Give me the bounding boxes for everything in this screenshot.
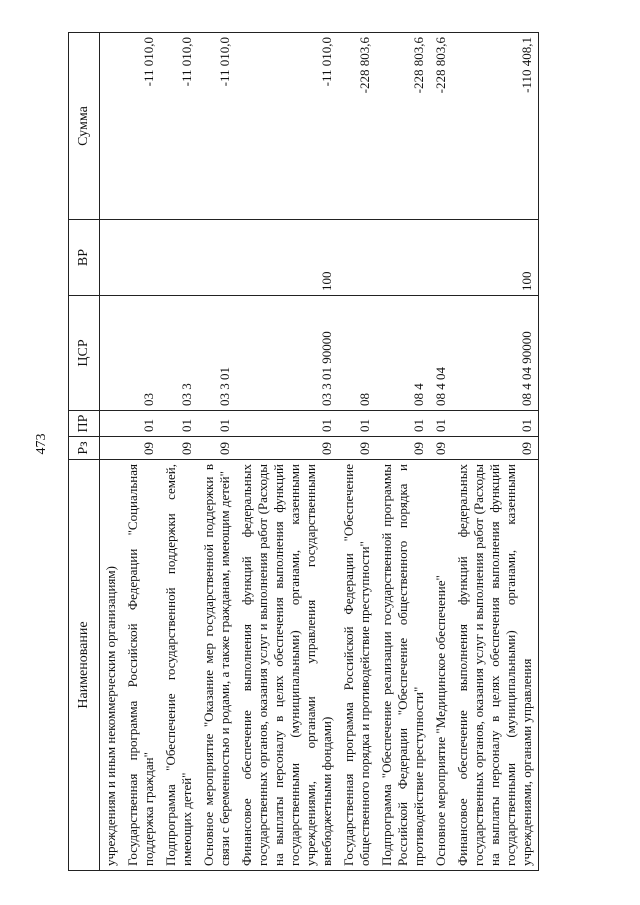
row-pr: 01 [338, 411, 376, 437]
row-pr: 01 [236, 411, 338, 437]
row-csr: 08 [338, 296, 376, 411]
row-csr: 03 3 01 90000 [236, 296, 338, 411]
row-vr [122, 220, 160, 296]
row-vr: 100 [236, 220, 338, 296]
table-row [198, 33, 236, 871]
row-sum: -228 803,6 [376, 33, 430, 220]
row-name: Основное мероприятие "Медицинское обеспечение" [430, 460, 452, 871]
row-rz [100, 437, 123, 460]
row-vr [376, 220, 430, 296]
table-row [338, 33, 376, 871]
row-sum: -228 803,6 [338, 33, 376, 220]
row-rz: 09 [452, 437, 539, 460]
row-pr: 01 [122, 411, 160, 437]
row-pr: 01 [430, 411, 452, 437]
row-name: Финансовое обеспечение выполнения функций федеральных государственных органов, оказания услуг и выполнения работ (Расходы на выплаты персоналу в целях обеспечения выполнения функций государственными (муниципальными) органами, казенными учреждениями, органами управления [452, 460, 539, 871]
table-row [100, 33, 123, 871]
table-row [236, 33, 338, 871]
header-name: Наименование [69, 460, 100, 871]
row-name: Основное мероприятие "Оказание мер государственной поддержки в связи с беременностью и родами, а также гражданам, имеющим детей" [198, 460, 236, 871]
row-csr: 03 3 [160, 296, 198, 411]
table-header-row [69, 33, 100, 871]
row-vr [338, 220, 376, 296]
rotated-page [68, 33, 588, 871]
row-vr [160, 220, 198, 296]
row-vr [430, 220, 452, 296]
header-pr: ПР [69, 411, 100, 437]
row-csr: 03 3 01 [198, 296, 236, 411]
row-sum: -11 010,0 [236, 33, 338, 220]
row-sum: -110 408,1 [452, 33, 539, 220]
header-csr: ЦСР [69, 296, 100, 411]
row-csr: 08 4 04 [430, 296, 452, 411]
table-row [430, 33, 452, 871]
table-row [160, 33, 198, 871]
row-rz: 09 [160, 437, 198, 460]
header-sum: Сумма [69, 33, 100, 220]
row-rz: 09 [376, 437, 430, 460]
row-name: Государственная программа Российской Федерации "Социальная поддержка граждан" [122, 460, 160, 871]
row-csr: 08 4 04 90000 [452, 296, 539, 411]
row-vr [198, 220, 236, 296]
row-sum: -11 010,0 [198, 33, 236, 220]
row-pr: 01 [198, 411, 236, 437]
row-csr: 03 [122, 296, 160, 411]
row-rz: 09 [338, 437, 376, 460]
row-vr [100, 220, 123, 296]
row-csr: 08 4 [376, 296, 430, 411]
row-pr [100, 411, 123, 437]
row-sum: -11 010,0 [122, 33, 160, 220]
row-name: Подпрограмма "Обеспечение реализации государственной программы Российской Федерации "Обеспечение общественного порядка и противодействие преступности" [376, 460, 430, 871]
row-vr: 100 [452, 220, 539, 296]
header-rz: Рз [69, 437, 100, 460]
row-name: Государственная программа Российской Федерации "Обеспечение общественного порядка и противодействие преступности" [338, 460, 376, 871]
row-pr: 01 [376, 411, 430, 437]
row-sum [100, 33, 123, 220]
row-rz: 09 [430, 437, 452, 460]
row-rz: 09 [236, 437, 338, 460]
row-name: Подпрограмма "Обеспечение государственной поддержки семей, имеющих детей" [160, 460, 198, 871]
row-sum: -228 803,6 [430, 33, 452, 220]
table-row [452, 33, 539, 871]
budget-table [68, 32, 539, 871]
row-csr [100, 296, 123, 411]
row-pr: 01 [452, 411, 539, 437]
row-name: Финансовое обеспечение выполнения функций федеральных государственных органов, оказания услуг и выполнения работ (Расходы на выплаты персоналу в целях обеспечения выполнения функций государственными (муниципальными) органами, казенными учреждениями, органами управления государственными внебюджетными фондами) [236, 460, 338, 871]
row-sum: -11 010,0 [160, 33, 198, 220]
row-pr: 01 [160, 411, 198, 437]
row-name: учреждениям и иным некоммерческим организациям) [100, 460, 123, 871]
row-rz: 09 [122, 437, 160, 460]
page-number: 473 [34, 433, 49, 455]
header-vr: ВР [69, 220, 100, 296]
table-row [376, 33, 430, 871]
table-row [122, 33, 160, 871]
row-rz: 09 [198, 437, 236, 460]
